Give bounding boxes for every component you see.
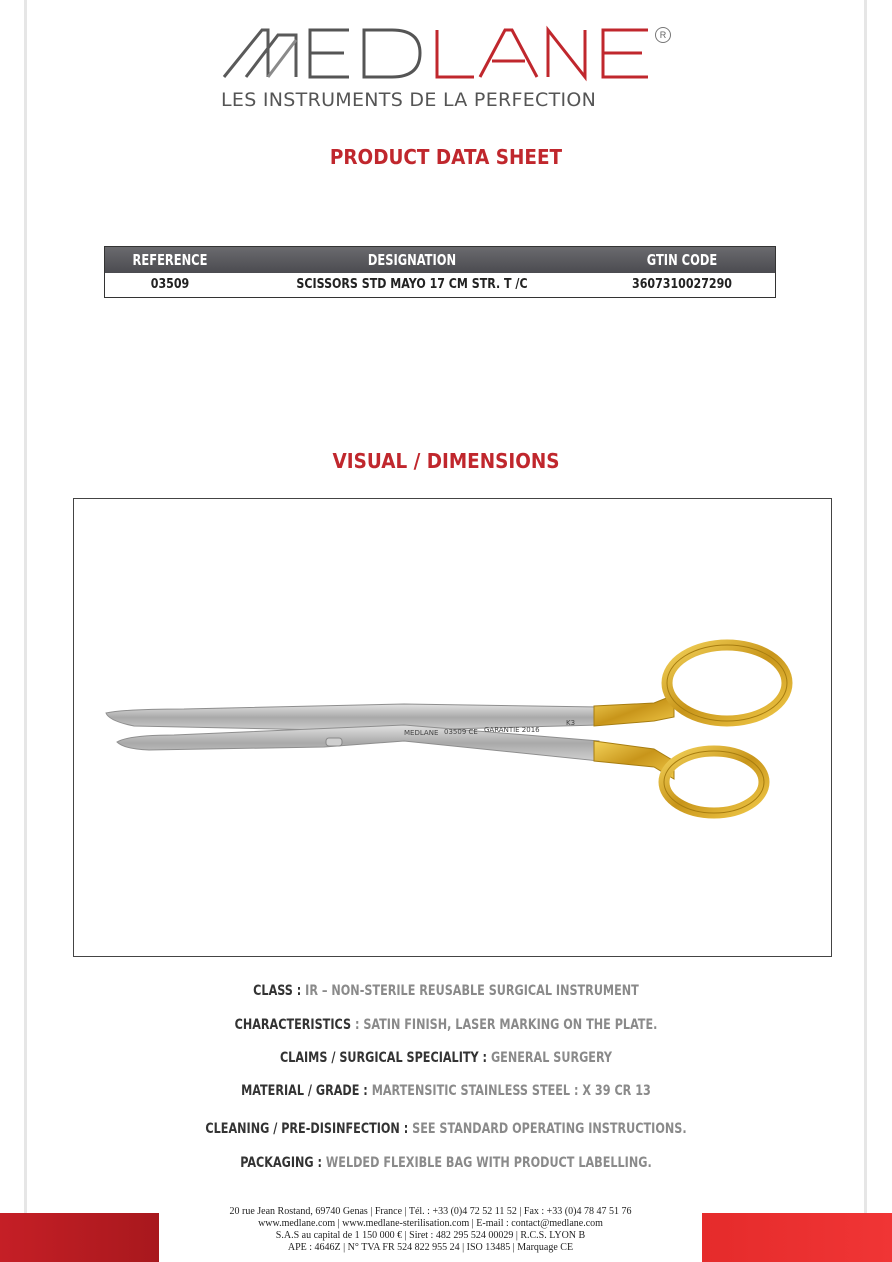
spec-characteristics: CHARACTERISTICS : SATIN FINISH, LASER MARKING ON THE PLATE. (234, 1017, 658, 1033)
reference-table (104, 246, 776, 298)
table-row (105, 273, 775, 297)
spec-claims: CLAIMS / SURGICAL SPECIALITY : GENERAL SURGERY (279, 1050, 613, 1066)
product-visual-frame (73, 498, 832, 957)
table-header-row (105, 247, 775, 273)
visual-dimensions-title: VISUAL / DIMENSIONS (332, 449, 560, 473)
cell-designation: SCISSORS STD MAYO 17 CM STR. T /C (296, 277, 528, 292)
footer-registration: APE : 4646Z | N° TVA FR 524 822 955 24 | ISO 13485 | Marquage CE (287, 1242, 574, 1253)
scissors-image (74, 499, 831, 956)
footer-contact (159, 1206, 702, 1254)
medlane-wordmark (0, 0, 892, 90)
header-designation: DESIGNATION (367, 251, 457, 269)
footer-company: S.A.S au capital de 1 150 000 € | Siret : 482 295 524 00029 | R.C.S. LYON B (275, 1230, 586, 1241)
cell-reference: 03509 (150, 277, 190, 292)
marking-code: 03509 CE (444, 728, 478, 736)
spec-cleaning: CLEANING / PRE-DISINFECTION : SEE STANDARD OPERATING INSTRUCTIONS. (205, 1121, 687, 1137)
footer-address: 20 rue Jean Rostand, 69740 Genas | France | Tél. : +33 (0)4 72 52 11 52 | Fax : +33 (0)4 78 47 51 76 (229, 1206, 632, 1217)
header-gtin-code: GTIN CODE (646, 251, 718, 269)
registered-mark: R (655, 27, 671, 43)
footer-websites: www.medlane.com | www.medlane-sterilisation.com | E-mail : contact@medlane.com (258, 1218, 603, 1229)
header-reference: REFERENCE (132, 251, 208, 269)
left-border-line (24, 0, 27, 1262)
spec-packaging: PACKAGING : WELDED FLEXIBLE BAG WITH PRODUCT LABELLING. (240, 1155, 652, 1171)
footer-red-bar-left (0, 1213, 159, 1262)
product-sheet-title: PRODUCT DATA SHEET (329, 145, 563, 169)
marking-mark: K3 (566, 719, 576, 727)
marking-brand: MEDLANE (404, 729, 439, 737)
spec-class: CLASS : IR – NON-STERILE REUSABLE SURGICAL INSTRUMENT (253, 983, 639, 999)
spec-material: MATERIAL / GRADE : MARTENSITIC STAINLESS STEEL : X 39 CR 13 (241, 1083, 651, 1099)
footer-red-bar-right (702, 1213, 892, 1262)
brand-logo (0, 0, 892, 120)
marking-guarantee: GARANTIE 2016 (484, 726, 540, 734)
right-border-line (864, 0, 867, 1262)
brand-tagline: LES INSTRUMENTS DE LA PERFECTION (221, 89, 597, 111)
cell-gtin-code: 3607310027290 (632, 277, 732, 292)
